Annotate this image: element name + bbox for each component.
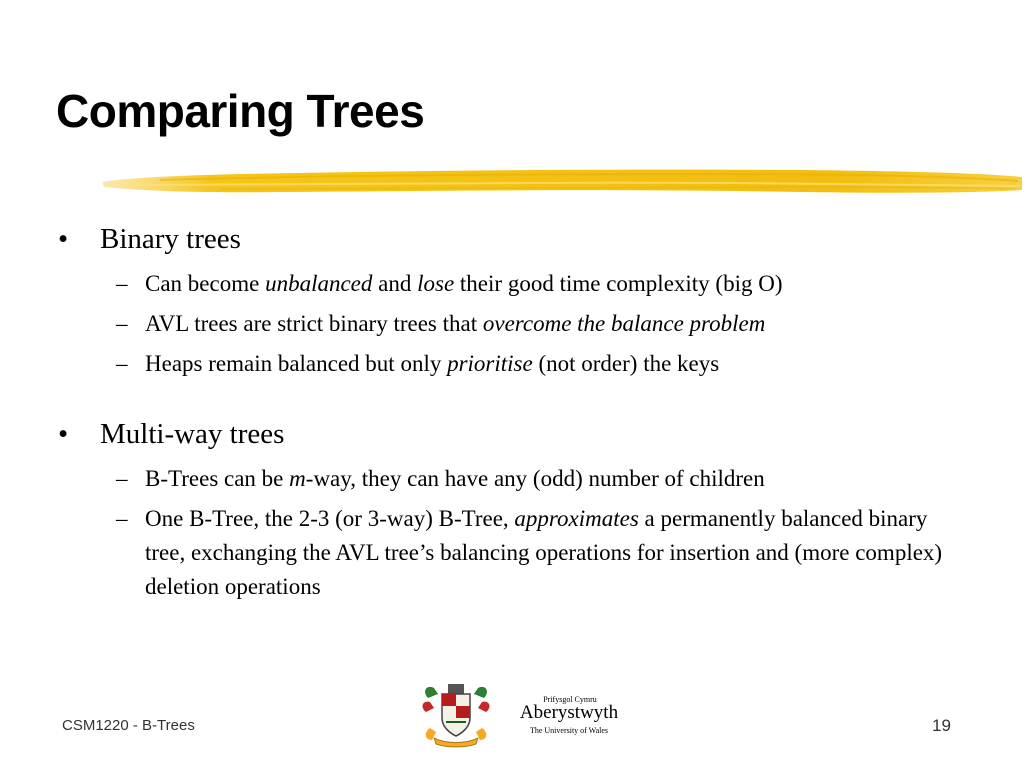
bullet-glyph: • [58,223,69,255]
text-segment: their good time complexity (big O) [454,271,783,296]
text-segment: One B-Tree, the 2-3 (or 3-way) B-Tree, [145,506,515,531]
crest-icon [420,682,492,748]
dash-glyph: – [116,466,128,491]
slide-title: Comparing Trees [56,85,425,137]
emphasis-text: lose [417,271,455,296]
slide-body [58,222,958,604]
text-segment: Can become [145,271,266,296]
emphasis-text: unbalanced [265,271,373,296]
subitem-heaps [58,347,958,381]
subitem-avl [58,307,958,341]
logo-university-name: Aberystwyth [519,702,619,723]
bullet-text: Multi-way trees [100,418,285,450]
emphasis-text: overcome the balance problem [482,311,766,336]
subitem-text [145,506,942,599]
bullet-multi-way-trees [58,417,958,451]
dash-glyph: – [116,311,128,336]
footer-course-label: CSM1220 - B-Trees [62,717,195,734]
text-segment: B-Trees can be [145,466,290,491]
subitem-text [145,351,719,376]
emphasis-text: approximates [514,506,639,531]
subitem-text [145,271,783,296]
bullet-glyph: • [58,418,69,450]
dash-glyph: – [116,351,128,376]
text-segment: and [372,271,418,296]
dash-glyph: – [116,271,128,296]
subitem-unbalanced [58,267,958,301]
title-underline-brushstroke [100,164,1024,200]
emphasis-text: m [289,466,306,491]
subitem-text [145,466,765,491]
emphasis-text: prioritise [447,351,533,376]
bullet-text: Binary trees [100,223,241,255]
text-segment: Heaps remain balanced but only [145,351,448,376]
logo-welsh-name: Prifysgol Cymru [543,695,597,704]
dash-glyph: – [116,506,128,531]
university-logo [420,682,620,748]
text-segment: AVL trees are strict binary trees that [145,311,483,336]
subitem-2-3-b-tree [58,502,958,604]
subitem-b-trees-m-way [58,462,958,496]
subitem-text [145,311,765,336]
text-segment: a permanently balanced binary tree, exchanging the AVL tree’s balancing operations for insertion and (more complex) deletion operations [145,506,943,599]
logo-subtitle: The University of Wales [529,726,609,735]
page-number: 19 [932,716,951,735]
text-segment: -way, they can have any (odd) number of children [305,466,765,491]
text-segment: (not order) the keys [532,351,720,376]
bullet-binary-trees [58,222,958,256]
